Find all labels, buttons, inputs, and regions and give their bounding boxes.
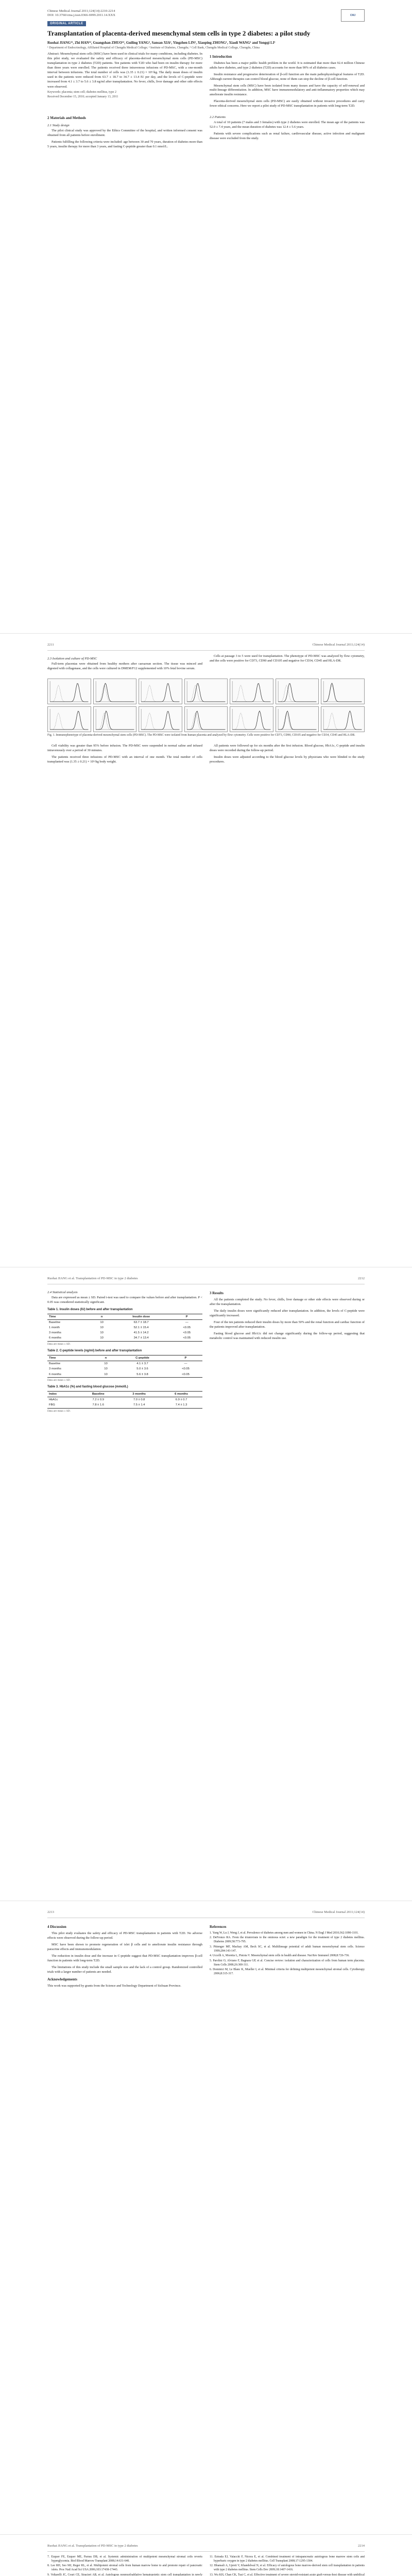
reference-item: 1. Yang W, Lu J, Weng J, et al. Prevalence of diabetes among men and women in China. N Engl J Med 2010;362:1090-1101. bbox=[210, 1931, 359, 1935]
table-cell: 7.2 ± 0.9 bbox=[92, 1398, 105, 1402]
panel-axis bbox=[50, 681, 88, 702]
table-cell: 10 bbox=[100, 1336, 104, 1340]
reference-item: 6. Dominici M, Le Blanc K, Mueller I, et al. Minimal criteria for defining multipotent mesenchymal stromal cells. Cytotherapy 2006;8:315-317. bbox=[210, 1968, 365, 1976]
body-paragraph: All patients were followed up for six months after the first infusion. Blood glucose, HbA1c, C-peptide and insulin doses were recorded during the follow-up period. bbox=[210, 743, 365, 752]
histogram-panel bbox=[230, 679, 273, 704]
panel-axis bbox=[187, 681, 225, 702]
figure-1 bbox=[47, 679, 365, 738]
panel-axis bbox=[50, 709, 88, 730]
results-paragraph: The daily insulin doses were significantly reduced after transplantation. In addition, the levels of C-peptide were significantly increased. bbox=[210, 1309, 365, 1317]
table-cell: 10 bbox=[100, 1331, 104, 1335]
page-number: 2212 bbox=[358, 1277, 365, 1280]
running-head bbox=[47, 1910, 365, 1918]
intro-paragraph: Placenta-derived mesenchymal stem cells (PD-MSC) are easily obtained without invasive procedures and carry fewer ethical concerns. Here we report a pilot study of PD-MSC transplantation in patients with long-term T2D. bbox=[210, 99, 365, 108]
running-head-text: Chinese Medical Journal 2011;124(14) bbox=[312, 643, 365, 647]
table-cell: 1 month bbox=[49, 1326, 60, 1330]
table-cell: — bbox=[185, 1320, 188, 1324]
table-cell: <0.05 bbox=[183, 1331, 191, 1335]
isotype-control-curve bbox=[50, 685, 88, 702]
histogram-panel bbox=[184, 679, 228, 704]
isotype-control-curve bbox=[324, 713, 362, 730]
isotype-control-curve bbox=[96, 713, 134, 730]
panel-axis bbox=[278, 681, 316, 702]
reference-list bbox=[210, 1931, 365, 1976]
histogram-panel bbox=[47, 679, 91, 704]
running-head bbox=[47, 1277, 365, 1284]
reference-list bbox=[210, 2555, 365, 2576]
page-5 bbox=[0, 2535, 412, 2576]
histogram-panel bbox=[47, 706, 91, 732]
methods-subheading: 2.3 Isolation and culture of PD-MSC bbox=[47, 657, 97, 660]
table-cell: <0.05 bbox=[182, 1367, 190, 1371]
journal-doi: DOI: 10.3760/cma.j.issn.0366-6999.2011.14.XXX bbox=[47, 13, 115, 18]
isotype-control-curve bbox=[141, 685, 179, 702]
panel-axis bbox=[141, 709, 179, 730]
reference-item: 4. Uccelli A, Moretta L, Pistoia V. Mesenchymal stem cells in health and disease. Nat Rev Immunol 2008;8:726-736. bbox=[210, 1954, 350, 1958]
discussion-paragraph: This pilot study evaluates the safety and efficacy of PD-MSC transplantation in patients with T2D. No adverse effects were observed during the follow-up period. bbox=[47, 1931, 202, 1940]
column-left bbox=[47, 1922, 202, 2525]
reference-item: 12. Bhansali A, Upreti V, Khandelwal N, et al. Efficacy of autologous bone marrow-derived stem cell transplantation in patients with type 2 diabetes mellitus. Stem Cells Dev 2009;18:1407-1416. bbox=[210, 2564, 365, 2572]
table-header-cell: P bbox=[184, 1356, 187, 1360]
data-table bbox=[47, 1391, 202, 1409]
keywords: Keywords: placenta; stem cell; diabetes mellitus, type 2 bbox=[47, 90, 116, 94]
received-date: Received December 15, 2010; accepted January 13, 2011 bbox=[47, 95, 118, 98]
table-cell: 5.0 ± 3.6 bbox=[136, 1367, 148, 1371]
column-left bbox=[47, 1288, 202, 1891]
table-cell: 6 months bbox=[49, 1372, 61, 1376]
histogram-curve bbox=[324, 683, 362, 702]
page-4 bbox=[0, 1901, 412, 2535]
table-title: Table 2. C-peptide levels (ng/ml) before and after transplantation bbox=[47, 1349, 142, 1353]
journal-info bbox=[47, 9, 365, 18]
table-header-cell: 3 months bbox=[132, 1392, 146, 1396]
reference-list bbox=[47, 2555, 202, 2576]
table-note: Data are mean ± SD. bbox=[47, 1378, 71, 1382]
isotype-control-curve bbox=[324, 685, 362, 702]
table-cell: 3 months bbox=[49, 1331, 61, 1335]
tables-container bbox=[47, 1308, 202, 1413]
results-paragraph: All the patients completed the study. No fever, chills, liver damage or other side effects were observed during or after the transplantation. bbox=[210, 1297, 365, 1306]
histogram-curve bbox=[96, 711, 134, 730]
table-cell: FBG bbox=[49, 1403, 55, 1407]
table-cell: <0.05 bbox=[183, 1336, 191, 1340]
table-cell: <0.05 bbox=[183, 1326, 191, 1330]
table-cell: 7.5 ± 1.4 bbox=[133, 1403, 145, 1407]
table-row bbox=[47, 1366, 202, 1371]
methods-paragraph: Full-term placentas were obtained from healthy mothers after caesarean section. The tissue was minced and digested with collagenase, and the cells were cultured in DMEM/F12 supplemented with 10% fetal bovine serum. bbox=[47, 662, 202, 671]
table-cell: 7.8 ± 1.6 bbox=[92, 1403, 105, 1407]
table-cell: 10 bbox=[100, 1320, 104, 1324]
running-head-text: Chinese Medical Journal 2011;124(14) bbox=[312, 1910, 365, 1914]
histogram-panel bbox=[321, 679, 365, 704]
page-3 bbox=[0, 1267, 412, 1901]
isotype-control-curve bbox=[232, 713, 270, 730]
isotype-control-curve bbox=[278, 685, 316, 702]
table-row bbox=[47, 1335, 202, 1341]
methods-paragraph: A total of 10 patients (7 males and 3 females) with type 2 diabetes were enrolled. The mean age of the patients was 52.0 ± 7.4 years, and the mean duration of diabetes was 12.4 ± 5.6 years. bbox=[210, 121, 365, 129]
stats-heading: 2.4 Statistical analysis bbox=[47, 1291, 78, 1294]
table-row bbox=[47, 1402, 202, 1408]
table-row bbox=[47, 1372, 202, 1378]
intro-paragraph: Mesenchymal stem cells (MSC) have been isolated from many tissues and have the capacity of self-renewal and multi-lineage differentiation. In addition, MSC have immunomodulatory and anti-inflammatory properties which may ameliorate insulin resistance. bbox=[210, 83, 365, 97]
page-number: 2211 bbox=[47, 643, 54, 647]
isotype-control-curve bbox=[232, 685, 270, 702]
affiliations: ¹ Department of Endocrinology, Affiliated Hospital of Chengdu Medical College; ² Institute of Diabetes, Chengdu; ³ Cell Bank, Chengdu Medical College, Chengdu, China bbox=[47, 46, 260, 49]
discussion-paragraph: The limitations of this study include the small sample size and the lack of a control group. Randomized controlled trials with a larger number of patients are needed. bbox=[47, 1965, 202, 1974]
page-1 bbox=[0, 0, 412, 634]
data-table bbox=[47, 1355, 202, 1378]
table-header-cell: Index bbox=[49, 1392, 57, 1396]
table-header-cell: n bbox=[105, 1356, 107, 1360]
discussion-paragraph: MSC have been shown to promote regeneration of islet β cells and to ameliorate insulin resistance through paracrine effects and immunomodulation. bbox=[47, 1942, 202, 1951]
column-right bbox=[210, 1922, 365, 2525]
running-head-text: Ruohai JIANG et al. Transplantation of PD-MSC in type 2 diabetes bbox=[47, 2544, 138, 2548]
column-left bbox=[47, 2555, 202, 2576]
methods-paragraph: Patients with severe complications such as renal failure, cardiovascular disease, active infection and malignant disease were excluded from the study. bbox=[210, 132, 365, 141]
table-cell: <0.05 bbox=[182, 1372, 190, 1376]
table-cell: 7.0 ± 0.8 bbox=[133, 1398, 145, 1402]
table-title: Table 3. HbA1c (%) and fasting blood glucose (mmol/L) bbox=[47, 1385, 128, 1389]
results-paragraph: Four of the ten patients reduced their insulin doses by more than 50% and the renal function and cardiac function of the patients improved after transplantation. bbox=[210, 1320, 365, 1329]
table-note: Data are mean ± SD. bbox=[47, 1342, 71, 1346]
table-cell: 41.5 ± 14.2 bbox=[133, 1331, 149, 1335]
reference-item: 9. Voltarelli JC, Couri CE, Stracieri AB, et al. Autologous nonmyeloablative hematopoietic stem cell transplantation in newly bbox=[47, 2573, 202, 2576]
panel-axis bbox=[232, 681, 270, 702]
figure-caption: Fig. 1. Immunophenotype of placenta-derived mesenchymal stem cells (PD-MSC). The PD-MSC were isolated from human placenta and analyzed by flow cytometry. Cells were positive for CD73, CD90, CD105 and negative for CD34, CD45 and HLA-DR. bbox=[47, 734, 355, 737]
journal-logo: CMJ bbox=[341, 9, 365, 22]
methods-paragraph: Patients fulfilling the following criteria were included: age between 30 and 70 years, duration of diabetes more than 5 years, insulin therapy for more than 3 years, and fasting C-peptide greater than 0.1 nmol/L. bbox=[47, 140, 202, 149]
table-note: Data are mean ± SD. bbox=[47, 1409, 71, 1413]
reference-item: 8. Lee RH, Seo MJ, Reger RL, et al. Multipotent stromal cells from human marrow home to and promote repair of pancreatic islets. Proc Natl Acad Sci USA 2006;103:17438-17443. bbox=[47, 2564, 202, 2572]
table-cell: 5.6 ± 3.8 bbox=[136, 1372, 148, 1376]
table-header-cell: Insulin dose bbox=[132, 1315, 150, 1318]
isotype-control-curve bbox=[50, 713, 88, 730]
table-cell: Baseline bbox=[49, 1320, 61, 1324]
histogram-curve bbox=[50, 684, 88, 702]
table-row bbox=[47, 1319, 202, 1325]
histogram-panel bbox=[139, 679, 182, 704]
table-cell: 3 months bbox=[49, 1367, 61, 1371]
table-header-cell: Time bbox=[49, 1356, 56, 1360]
histogram-curve bbox=[232, 684, 270, 702]
table-cell: — bbox=[184, 1362, 187, 1366]
results-heading: 3 Results bbox=[210, 1291, 224, 1295]
histogram-curve bbox=[50, 711, 88, 730]
table-cell: 10 bbox=[104, 1372, 108, 1376]
page-2 bbox=[0, 634, 412, 1267]
methods-subheading: 2.1 Study design bbox=[47, 124, 70, 128]
ack-heading: Acknowledgements bbox=[47, 1977, 77, 1982]
table-header-cell: C-peptide bbox=[135, 1356, 149, 1360]
body-paragraph: Cell viability was greater than 95% before infusion. The PD-MSC were suspended in normal saline and infused intravenously over a period of 30 minutes. bbox=[47, 743, 202, 752]
article-type-band: ORIGINAL ARTICLE bbox=[47, 21, 86, 26]
panel-axis bbox=[187, 709, 225, 730]
table-cell: 10 bbox=[104, 1367, 108, 1371]
reference-item: 7. Ezquer FE, Ezquer ME, Parrau DB, et al. Systemic administration of multipotent mesenchymal stromal cells reverts hyperglycemia. Biol Blood Marrow Transplant 2008;14:631-640. bbox=[47, 2555, 202, 2563]
ack-paragraph: This work was supported by grants from the Science and Technology Department of Sichuan Province. bbox=[47, 1984, 181, 1988]
reference-item: 13. Wu KH, Chan CK, Tsai C, et al. Effective treatment of severe steroid-resistant acute graft-versus-host disease with umbilical bbox=[210, 2573, 365, 2576]
histogram-curve bbox=[187, 684, 225, 702]
histogram-panel bbox=[184, 706, 228, 732]
histogram-curve bbox=[96, 683, 134, 702]
methods-heading: 2 Materials and Methods bbox=[47, 116, 86, 121]
discussion-paragraph: The reduction in insulin dose and the increase in C-peptide suggest that PD-MSC transplantation improves β-cell function in patients with long-term T2D. bbox=[47, 1954, 202, 1962]
column-right bbox=[210, 1288, 365, 1891]
abstract: Abstract: Mesenchymal stem cells (MSC) have been used in clinical trials for many conditions, including diabetes. In this pilot study, we evaluated the safety and efficacy of placenta-derived mesenchymal stem cells (PD-MSC) transplantation in type 2 diabetes (T2D) patients. Ten patients with T2D who had been on insulin therapy for more than three years were enrolled. The patients received three intravenous infusions of PD-MSC, with a one-month interval between infusions. The total number of cells was (1.35 ± 0.21) × 10⁶/kg. The daily mean doses of insulin used in the patients were reduced from 63.7 ± 18.7 to 34.7 ± 13.4 IU per day, and the levels of C-peptide were increased from 4.1 ± 3.7 to 5.6 ± 3.8 ng/ml after transplantation. No fever, chills, liver damage and other side effects were observed. bbox=[47, 52, 202, 89]
table-row bbox=[47, 1397, 202, 1403]
table-header-cell: Baseline bbox=[92, 1392, 105, 1396]
journal-citation: Chinese Medical Journal 2011;124(14):2210-2214 bbox=[47, 9, 115, 13]
isotype-control-curve bbox=[141, 713, 179, 730]
histogram-panel bbox=[276, 679, 319, 704]
column-right bbox=[210, 2555, 365, 2576]
data-table bbox=[47, 1314, 202, 1342]
intro-heading: 1 Introduction bbox=[210, 54, 232, 59]
histogram-curve bbox=[278, 711, 316, 730]
table-cell: 34.7 ± 13.4 bbox=[133, 1336, 149, 1340]
flow-cytometry-panels bbox=[47, 679, 365, 732]
table-title: Table 1. Insulin doses (IU) before and after transplantation bbox=[47, 1308, 133, 1312]
table-header-cell: P bbox=[185, 1315, 188, 1318]
body-paragraph: Insulin doses were adjusted according to the blood glucose levels by physicians who were blinded to the study procedures. bbox=[210, 755, 365, 764]
table-header-cell: 6 months bbox=[175, 1392, 188, 1396]
reference-item: 5. Parolini O, Alviano F, Bagnara GP, et al. Concise review: isolation and characterization of cells from human term placenta. Stem Cells 2008;26:300-311. bbox=[210, 1959, 365, 1967]
methods-paragraph: Cells at passage 3 to 5 were used for transplantation. The phenotype of PD-MSC was analyzed by flow cytometry, and the cells were positive for CD73, CD90 and CD105 and negative for CD34, CD45 and HLA-DR. bbox=[210, 654, 365, 663]
table-row bbox=[47, 1361, 202, 1367]
page-number: 2213 bbox=[47, 1910, 54, 1914]
histogram-panel bbox=[230, 706, 273, 732]
histogram-panel bbox=[93, 706, 137, 732]
methods-paragraph: The pilot clinical study was approved by the Ethics Committee of the hospital, and written informed consent was obtained from all patients before enrollment. bbox=[47, 129, 202, 138]
reference-item: 3. Pittenger MF, Mackay AM, Beck SC, et al. Multilineage potential of adult human mesenchymal stem cells. Science 1999;284:143-147. bbox=[210, 1945, 365, 1953]
body-paragraph: The patients received three infusions of PD-MSC with an interval of one month. The total number of cells transplanted was (1.35 ± 0.21) × 10⁶/kg body weight. bbox=[47, 755, 202, 764]
running-head bbox=[47, 2544, 365, 2552]
table-cell: 7.4 ± 1.3 bbox=[175, 1403, 187, 1407]
isotype-control-curve bbox=[187, 713, 225, 730]
table-cell: 10 bbox=[104, 1362, 108, 1366]
panel-axis bbox=[232, 709, 270, 730]
histogram-curve bbox=[141, 711, 179, 730]
isotype-control-curve bbox=[187, 685, 225, 702]
table-cell: Baseline bbox=[49, 1362, 61, 1366]
panel-axis bbox=[96, 681, 134, 702]
table-header-cell: Time bbox=[49, 1315, 56, 1318]
table-cell: 52.1 ± 15.4 bbox=[133, 1326, 149, 1330]
reference-item: 11. Estrada EJ, Valacchi F, Nicora E, et al. Combined treatment of intrapancreatic autologous bone marrow stem cells and hyperbaric oxygen in type 2 diabetes mellitus. Cell Transplant 2008;17:1295-1304. bbox=[210, 2555, 365, 2563]
stats-paragraph: Data are expressed as mean ± SD. Paired t-test was used to compare the values before and after transplantation. P < 0.05 was considered statistically significant. bbox=[47, 1296, 202, 1304]
histogram-curve bbox=[278, 684, 316, 702]
running-head bbox=[47, 643, 365, 651]
table-cell: 10 bbox=[100, 1326, 104, 1330]
table-row bbox=[47, 1325, 202, 1330]
histogram-curve bbox=[141, 684, 179, 702]
isotype-control-curve bbox=[278, 713, 316, 730]
paper-title: Transplantation of placenta-derived mesenchymal stem cells in type 2 diabetes: a pilot study bbox=[47, 29, 311, 38]
histogram-panel bbox=[139, 706, 182, 732]
histogram-panel bbox=[93, 679, 137, 704]
table-row bbox=[47, 1330, 202, 1335]
methods-subheading: 2.2 Patients bbox=[210, 115, 226, 120]
histogram-panel bbox=[321, 706, 365, 732]
panel-axis bbox=[141, 681, 179, 702]
panel-axis bbox=[96, 709, 134, 730]
intro-paragraph: Insulin resistance and progressive deterioration of β-cell function are the main pathophysiological features of T2D. Although current therapies can control blood glucose, none of them can stop the decline of β-cell function. bbox=[210, 72, 365, 81]
reference-item: 2. DeFronzo RA. From the triumvirate to the ominous octet: a new paradigm for the treatment of type 2 diabetes mellitus. Diabetes 2009;58:773-795. bbox=[210, 1936, 365, 1944]
panel-axis bbox=[324, 681, 362, 702]
page-number: 2214 bbox=[358, 2544, 365, 2548]
running-head-text: Ruohai JIANG et al. Transplantation of PD-MSC in type 2 diabetes bbox=[47, 1277, 138, 1280]
table-cell: 6 months bbox=[49, 1336, 61, 1340]
discussion-heading: 4 Discussion bbox=[47, 1925, 66, 1929]
intro-paragraph: Diabetes has been a major public health problem in the world. It is estimated that more than 92.4 million Chinese adults have diabetes, and type 2 diabetes (T2D) accounts for more than 90% of all diabetes cases. bbox=[210, 61, 365, 70]
histogram-curve bbox=[187, 711, 225, 730]
histogram-curve bbox=[324, 711, 362, 730]
histogram-curve bbox=[232, 711, 270, 730]
table-cell: 63.7 ± 18.7 bbox=[133, 1320, 149, 1324]
table-header-cell: n bbox=[100, 1315, 103, 1318]
results-paragraph: Fasting blood glucose and HbA1c did not change significantly during the follow-up period, suggesting that metabolic control was maintained with reduced insulin use. bbox=[210, 1331, 365, 1340]
references-heading: References bbox=[210, 1925, 227, 1929]
panel-axis bbox=[324, 709, 362, 730]
author-list: Ruohai JIANG¹², Zhi HAN¹², Guangshan ZHUO¹², Guiling YANG³, Sansan XIA¹, Yingzhen LIN², Xiaoping ZHONG¹, Xiaoli WANG¹ and Yongqi LI¹ bbox=[47, 40, 276, 45]
histogram-panel bbox=[276, 706, 319, 732]
table-cell: 4.1 ± 3.7 bbox=[136, 1362, 148, 1366]
table-cell: 6.9 ± 0.7 bbox=[175, 1398, 187, 1402]
table-cell: HbA1c bbox=[49, 1398, 58, 1402]
